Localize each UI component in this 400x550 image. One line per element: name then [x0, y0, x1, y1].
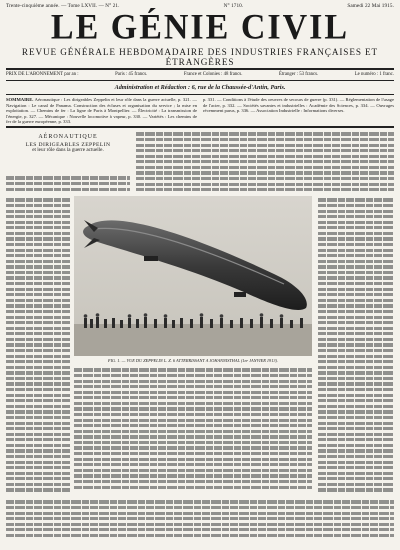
- article-text-left: [6, 196, 70, 496]
- subscription-rule: [6, 80, 394, 81]
- table-of-contents: [6, 97, 394, 125]
- masthead-rule: [6, 68, 394, 70]
- article-headline: LES DIRIGEABLES ZEPPELIN: [25, 141, 111, 148]
- summary-left-column: [6, 97, 197, 125]
- zeppelin-photograph: [74, 196, 312, 356]
- subscription-line: [6, 71, 394, 78]
- masthead-subtitle: REVUE GÉNÉRALE HEBDOMADAIRE DES INDUSTRIES FRANÇAISES ET ÉTRANGÈRES: [21, 47, 379, 67]
- summary-label: SOMMAIRE.: [6, 97, 34, 102]
- figure-caption: FIG. 1. — VUE DU ZEPPELIN L. Z. 6 ATTERRISSANT A JOHANNISTHAL (1er JANVIER 1913).: [107, 358, 278, 363]
- subscription-paris: Paris : 45 francs.: [115, 72, 148, 77]
- masthead-title: LE GÉNIE CIVIL: [50, 8, 350, 47]
- section-title: AÉRONAUTIQUE: [38, 134, 98, 140]
- article-text-bottom-center: [74, 366, 312, 496]
- article-text-right: [318, 196, 394, 496]
- summary-rule: [6, 126, 394, 128]
- edition-info: Trente-cinquième année. — Tome LXVII. — N° 21.: [6, 2, 120, 9]
- article-text-right-top: [136, 130, 394, 194]
- summary-right-text: p. 331. — Conditions à l'étude des oeuvres de secours de guerre (p. 331). — Réglementation de l'usage de l'acier, p. 332. — Sociétés savantes et industrielles : Académie des Sciences, p. 334. — Ouvrages récemment parus, p. 336. — Association Industrielle : Informations diverses.: [203, 97, 394, 114]
- subscription-abroad: Étranger : 53 francs.: [279, 72, 319, 77]
- summary-left-text: Aéronautique : Les dirigeables Zeppelin et leur rôle dans la guerre actuelle, p. 321. — Navigation : Le canal de Panama. Construction des écluses et organisation du service ; la mise en exploitation. — Chemins de fer : La ligne de Paris à Montpellier. — Électricité : La transmission de l'énergie, p. 327. — Mécanique : Nouvelle locomotive à vapeur, p. 330. — Variétés : Les chemins de fer de la guerre européenne, p. 333.: [6, 97, 197, 125]
- article-text-intro: [6, 174, 130, 194]
- issue-date: Samedi 22 Mai 1915.: [347, 2, 394, 9]
- administration-address: Administration et Rédaction : 6, rue de la Chaussée-d'Antin, Paris.: [114, 84, 286, 91]
- admin-rule: [6, 94, 394, 95]
- single-issue-price: Le numéro : 1 franc.: [354, 72, 394, 77]
- issue-number: N° 1710.: [223, 2, 244, 9]
- subscription-france: France et Colonies : 48 francs.: [183, 72, 243, 77]
- subscription-label: PRIX DE L'ABONNEMENT par an :: [6, 72, 79, 77]
- article-text-footer: [6, 498, 394, 546]
- article-subheadline: et leur rôle dans la guerre actuelle.: [32, 147, 104, 154]
- summary-right-column: [203, 97, 394, 125]
- newspaper-page: [6, 2, 394, 548]
- zeppelin-illustration: [74, 196, 312, 356]
